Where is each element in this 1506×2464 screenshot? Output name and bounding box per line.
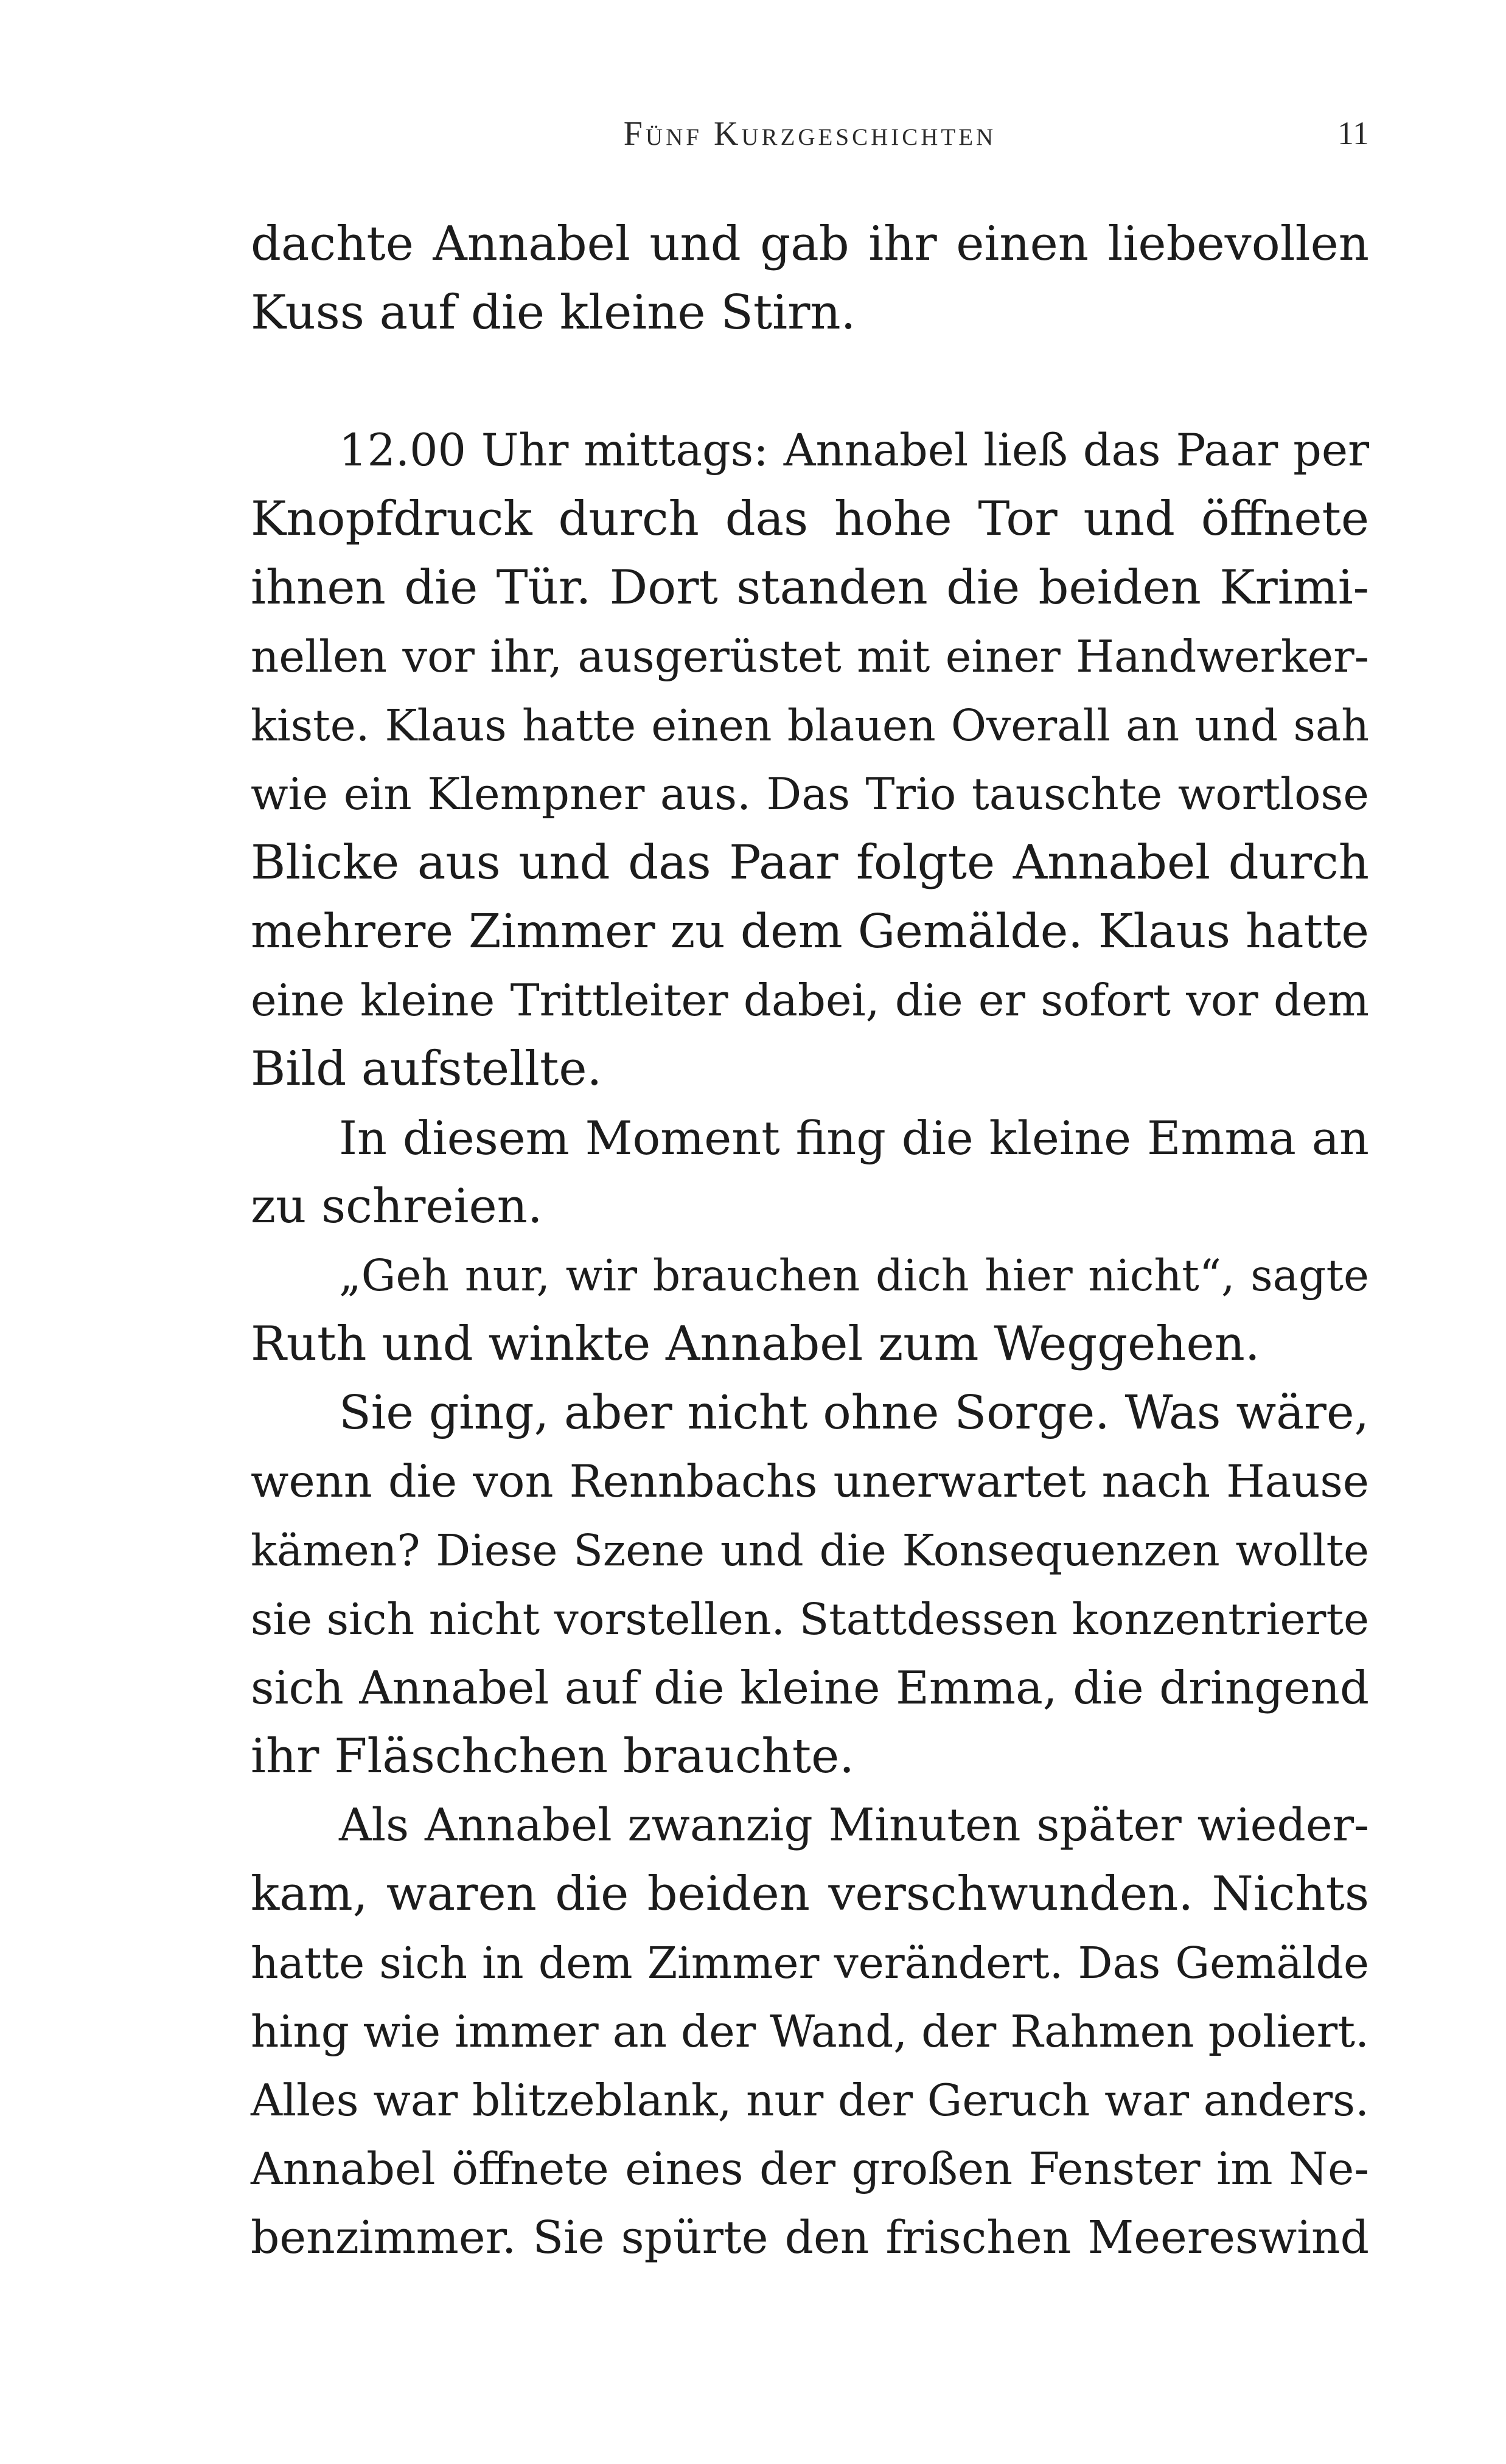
text-line: sich Annabel auf die kleine Emma, die dringend: [251, 1661, 1369, 1714]
text-line: kiste. Klaus hatte einen blauen Overall an und sah: [251, 700, 1369, 751]
running-head: [251, 114, 1369, 163]
text-line: hatte sich in dem Zimmer verändert. Das Gemälde: [251, 1938, 1369, 1988]
text-line: 12.00 Uhr mittags: Annabel ließ das Paar per: [339, 425, 1369, 476]
page-number: 11: [1337, 115, 1369, 151]
text-line: kämen? Diese Szene und die Konsequenzen wollte: [251, 1525, 1369, 1576]
text-line: sie sich nicht vorstellen. Stattdessen konzentrierte: [251, 1594, 1369, 1644]
text-line: Ruth und winkte Annabel zum Weggehen.: [251, 1317, 1260, 1371]
text-line: Annabel öffnete eines der großen Fenster im Ne-: [251, 2143, 1369, 2195]
text-line: In diesem Moment fing die kleine Emma an: [339, 1111, 1369, 1165]
text-line: „Geh nur, wir brauchen dich hier nicht“, sagte: [339, 1250, 1369, 1301]
text-line: zu schreien.: [251, 1179, 543, 1234]
text-line: mehrere Zimmer zu dem Gemälde. Klaus hatte: [251, 905, 1369, 959]
text-line: Als Annabel zwanzig Minuten später wieder-: [339, 1799, 1369, 1851]
text-line: ihr Fläschchen brauchte.: [251, 1729, 855, 1784]
body-text: [251, 210, 1369, 2272]
section-break: [251, 347, 1369, 416]
text-line: eine kleine Trittleiter dabei, die er sofort vor dem: [251, 975, 1369, 1026]
text-line: ihnen die Tür. Dort standen die beiden Krimi-: [251, 560, 1369, 615]
text-line: kam, waren die beiden verschwunden. Nichts: [251, 1867, 1369, 1921]
text-line: wenn die von Rennbachs unerwartet nach Hause: [251, 1456, 1369, 1508]
running-head-title: Fünf Kurzgeschichten: [623, 115, 997, 153]
text-line: Blicke aus und das Paar folgte Annabel durch: [251, 835, 1369, 890]
text-line: nellen vor ihr, ausgerüstet mit einer Handwerker-: [251, 631, 1369, 682]
text-line: Alles war blitzeblank, nur der Geruch war anders.: [251, 2075, 1369, 2126]
text-line: benzimmer. Sie spürte den frischen Meereswind: [251, 2212, 1369, 2264]
text-line: Sie ging, aber nicht ohne Sorge. Was wäre,: [339, 1386, 1369, 1440]
text-line: dachte Annabel und gab ihr einen liebevollen: [251, 217, 1369, 271]
text-line: Knopfdruck durch das hohe Tor und öffnete: [251, 492, 1369, 546]
text-line: hing wie immer an der Wand, der Rahmen poliert.: [251, 2006, 1369, 2057]
text-line: Bild aufstellte.: [251, 1042, 602, 1096]
text-line: Kuss auf die kleine Stirn.: [251, 285, 856, 340]
text-line: wie ein Klempner aus. Das Trio tauschte wortlose: [251, 768, 1369, 820]
